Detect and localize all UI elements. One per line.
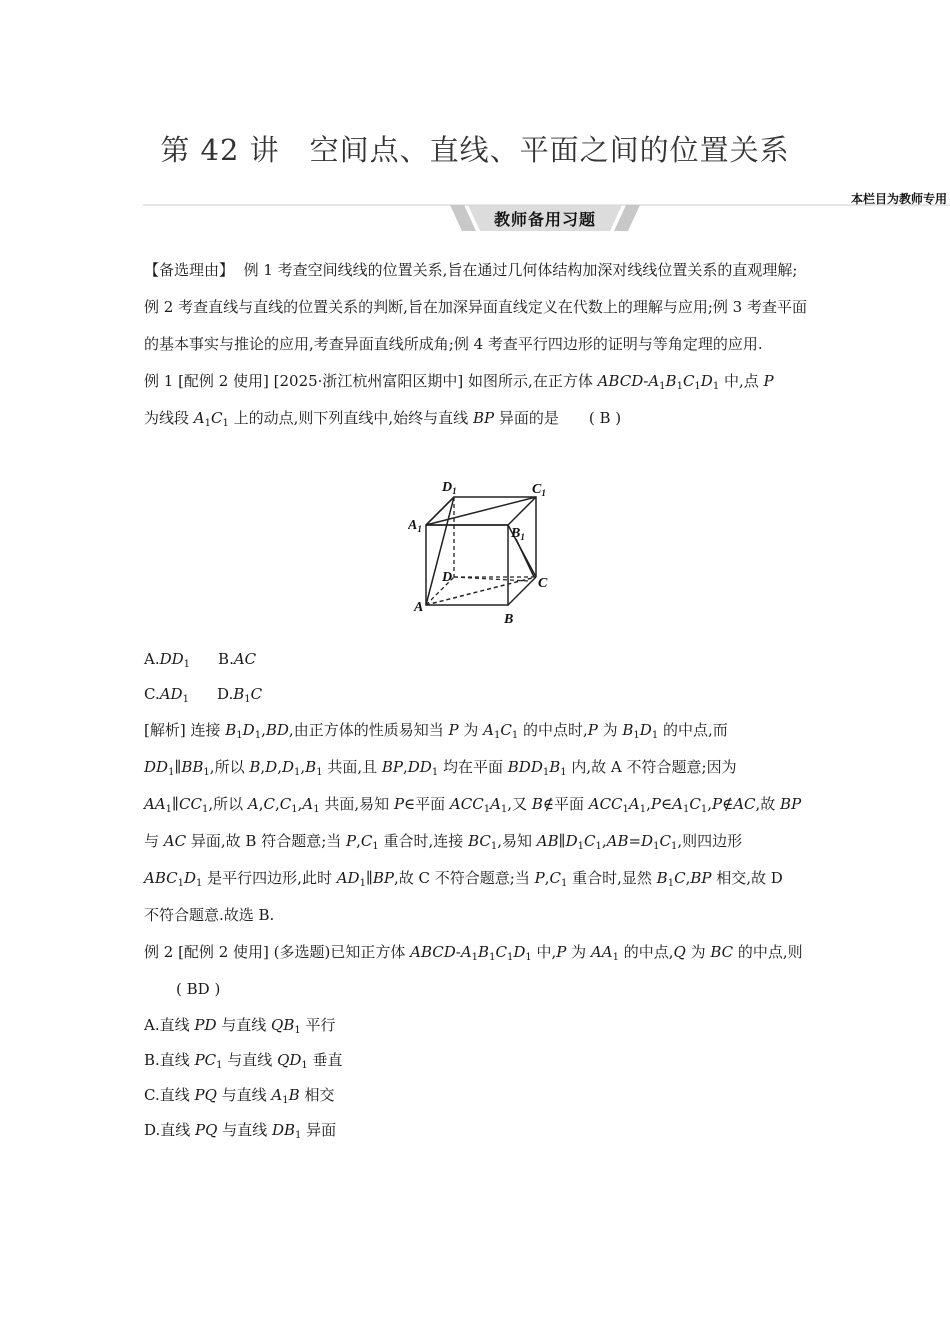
- label-D1: $D_1$: [442, 480, 457, 496]
- label-B: B: [504, 612, 514, 627]
- reason-text: 例 1 考查空间线线的位置关系,旨在通过几何体结构加深对线线位置关系的直观理解;例 2 考查直线与直线的位置关系的判断,旨在加深异面直线定义在代数上的理解与应用;例 3 考查平面的基本事实与推论的应用,考查异面直线所成角;例 4 考查平行四边形的证明与等角定理的应用.: [144, 261, 807, 353]
- example1-analysis: [解析] 连接 $B_1D_1,BD$,由正方体的性质易知当 P 为 $A_1C_1$ 的中点时,P 为 $B_1D_1$ 的中点,而 $DD_1\parallel BB_1$,所以 $B,D,D_1,B_1$ 共面,且 $BP,DD_1$ 均在平面 $BDD_1B_1$ 内,故 A 不符合题意;因为 $AA_1\parallel CC_1$,所以 $A,C,C_1,A_1$ 共面,易知 P∈平面 $ACC_1A_1$,又 B∉平面 $ACC_1A_1,P\in A_1C_1,P\notin AC$,故 BP 与 AC 异面,故 B 符合题意;当 $P,C_1$ 重合时,连接 $BC_1$,易知 $AB\parallel D_1C_1,AB=D_1C_1$,则四边形 $ABC_1D_1$ 是平行四边形,此时 $AD_1\parallel BP$,故 C 不符合题意;当 $P,C_1$ 重合时,显然 $B_1C,BP$ 相交,故 D 不符合题意.故选 B.: [144, 721, 802, 924]
- label-C1: $C_1$: [532, 482, 546, 498]
- example1-stem-line1: 例 1 [配例 2 使用] [2025·浙江杭州富阳区期中] 如图所示,在正方体 ABCD-$A_1B_1C_1D_1$ 中,点 P: [144, 372, 774, 392]
- reason-label: 【备选理由】: [144, 261, 235, 279]
- lecture-title: 第 42 讲 空间点、直线、平面之间的位置关系: [160, 133, 790, 167]
- example1-options-ab: $A.DD_1$ B.AC: [144, 650, 257, 670]
- example1-stem-line2: 为线段 $A_1C_1$ 上的动点,则下列直线中,始终与直线 BP 异面的是 ( B ): [144, 409, 622, 429]
- label-A1: $A_1$: [408, 518, 422, 534]
- label-B1: $B_1$: [511, 526, 525, 542]
- label-A: A: [414, 600, 424, 615]
- selection-reason: [144, 252, 812, 363]
- example1-options-cd: $C.AD_1$ $D.B_1C$: [144, 685, 263, 705]
- exercise-content: [144, 252, 812, 1148]
- section-banner: [450, 205, 640, 231]
- example2-answer: ( BD ): [176, 980, 221, 998]
- label-C: C: [538, 576, 548, 591]
- cube-diagram: [408, 477, 558, 627]
- cube-figure: [144, 477, 812, 637]
- label-D: D: [442, 570, 453, 585]
- example2-option-a: A.直线 PD 与直线 $QB_1$ 平行: [144, 1016, 336, 1036]
- teacher-only-note: 本栏目为教师专用: [850, 192, 947, 206]
- example2-option-d: D.直线 PQ 与直线 $DB_1$ 异面: [144, 1121, 337, 1141]
- example2-option-c: C.直线 PQ 与直线 $A_1B$ 相交: [144, 1086, 335, 1106]
- example1-answer: ( B ): [588, 409, 622, 427]
- example2-stem: 例 2 [配例 2 使用] (多选题)已知正方体 ABCD-$A_1B_1C_1D_1$ 中,P 为 $AA_1$ 的中点,Q 为 BC 的中点,则: [144, 943, 803, 963]
- example2-option-b: B.直线 $PC_1$ 与直线 $QD_1$ 垂直: [144, 1051, 343, 1071]
- banner-label: 教师备用习题: [493, 210, 596, 229]
